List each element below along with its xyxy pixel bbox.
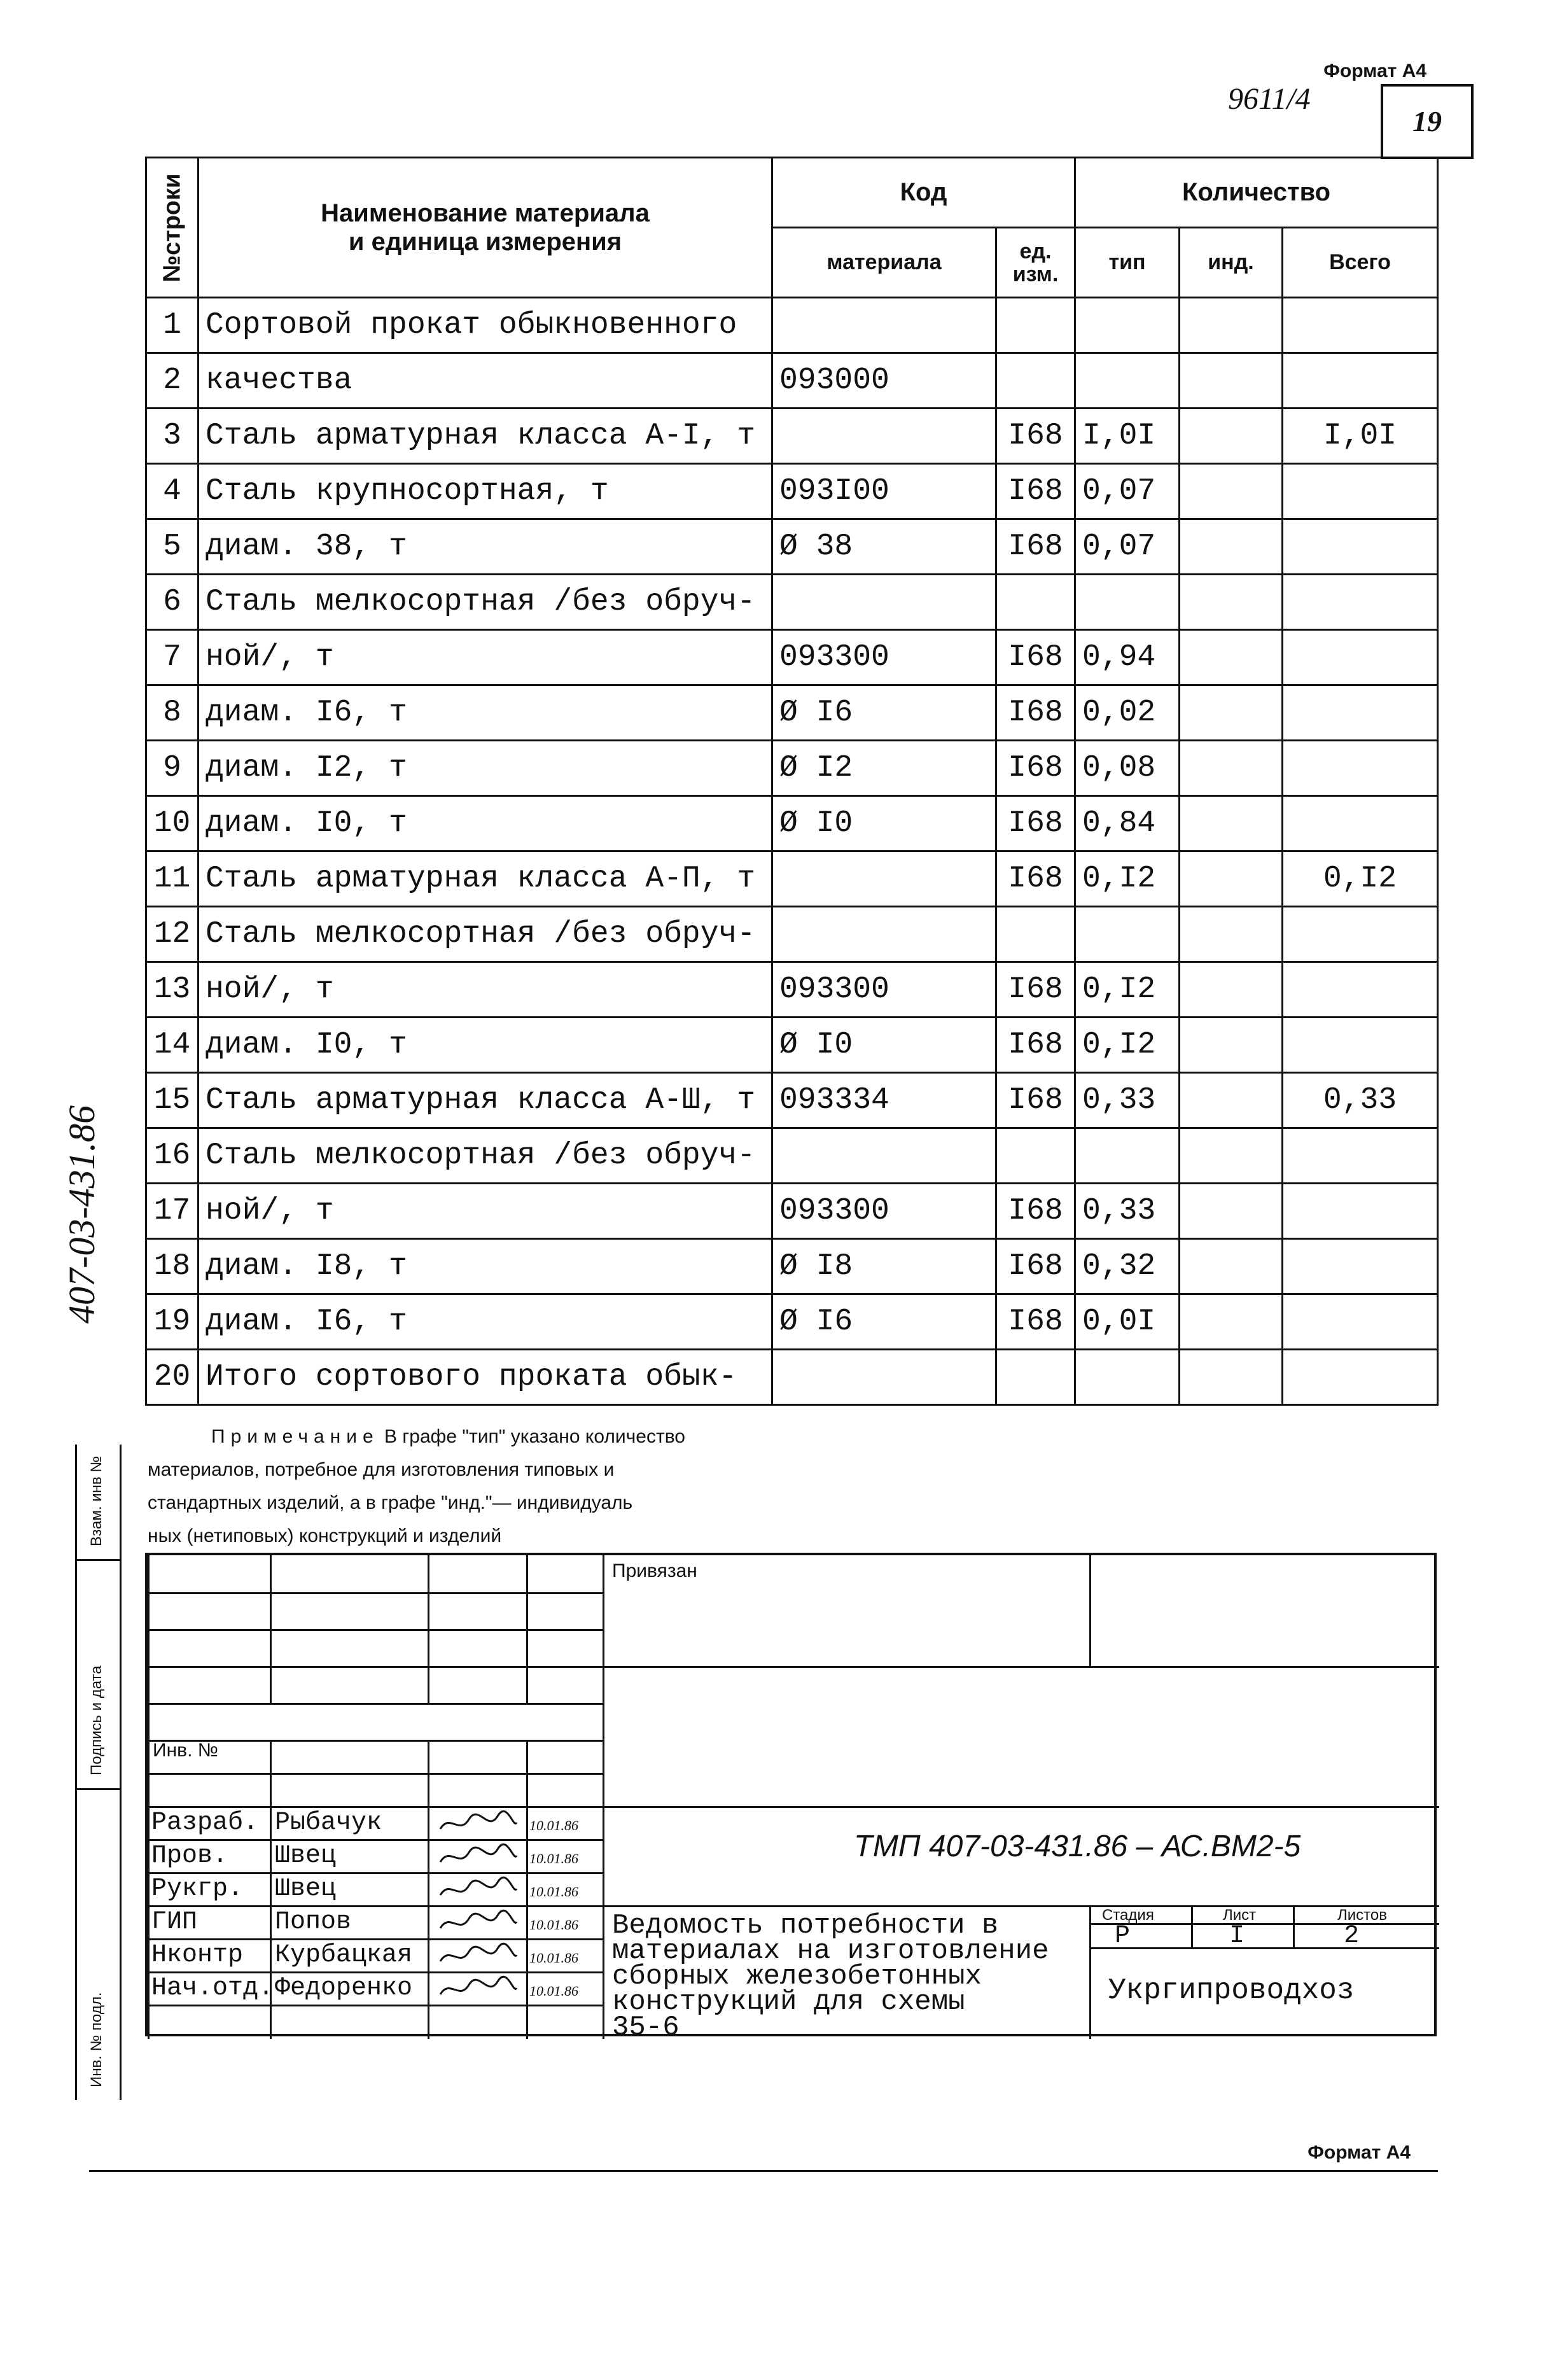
row-number-cell: 1	[146, 298, 199, 353]
qty-type-cell	[1075, 1350, 1180, 1405]
organization-name: Укргипроводхоз	[1108, 1974, 1355, 2007]
row-number-cell: 2	[146, 353, 199, 409]
staff-signature	[437, 1975, 520, 2009]
qty-type-cell: 0,I2	[1075, 851, 1180, 907]
staff-date: 10.01.86	[529, 1950, 578, 1966]
material-name-cell: Сталь мелкосортная /без обруч-	[199, 907, 772, 962]
qty-ind-cell	[1180, 519, 1283, 575]
material-name-cell: Сталь крупносортная, т	[199, 464, 772, 519]
qty-ind-cell	[1180, 685, 1283, 741]
unit-code-cell: I68	[996, 685, 1075, 741]
row-number-cell: 6	[146, 575, 199, 630]
qty-total-cell: I,0I	[1283, 409, 1438, 464]
signature-scribble	[437, 1876, 520, 1904]
material-code-cell: Ø I0	[772, 796, 996, 851]
unit-code-cell: I68	[996, 796, 1075, 851]
format-label-bottom: Формат А4	[1307, 2142, 1411, 2163]
row-number-cell: 11	[146, 851, 199, 907]
unit-code-cell: I68	[996, 1184, 1075, 1239]
header-name-line1: Наименование материала	[321, 199, 650, 227]
staff-role: Пров.	[151, 1842, 228, 1870]
material-code-cell: Ø I0	[772, 1018, 996, 1073]
signature-scribble	[437, 1909, 520, 1937]
staff-name: Курбацкая	[275, 1941, 413, 1970]
material-code-cell	[772, 1128, 996, 1184]
qty-total-cell	[1283, 796, 1438, 851]
unit-code-cell: I68	[996, 409, 1075, 464]
document-title	[612, 1910, 1049, 2043]
unit-code-cell: I68	[996, 1018, 1075, 1073]
staff-role: Нконтр	[151, 1941, 244, 1970]
table-row	[146, 907, 1438, 962]
header-code: Код	[772, 158, 1075, 228]
material-code-cell: 093000	[772, 353, 996, 409]
title-line-4: конструкций для схемы	[612, 1986, 965, 2018]
row-number-cell: 8	[146, 685, 199, 741]
table-row	[146, 298, 1438, 353]
note-line-3: стандартных изделий, а в графе "инд."— индивидуаль	[148, 1492, 633, 1513]
title-line-5: 35-6	[612, 2012, 680, 2043]
signature-scribble	[437, 1843, 520, 1871]
row-number-cell: 18	[146, 1239, 199, 1294]
staff-name: Рыбачук	[275, 1809, 382, 1837]
unit-code-cell: I68	[996, 962, 1075, 1018]
qty-type-cell: I,0I	[1075, 409, 1180, 464]
material-name-cell: диам. 38, т	[199, 519, 772, 575]
title-block	[145, 1553, 1437, 2043]
side-label-signature-date: Подпись и дата	[88, 1665, 105, 1775]
header-row-number: №строки	[146, 158, 199, 298]
material-code-cell	[772, 907, 996, 962]
staff-signature	[437, 1942, 520, 1976]
row-number-cell: 7	[146, 630, 199, 685]
material-name-cell: ной/, т	[199, 962, 772, 1018]
document-code: ТМП 407-03-431.86 – АС.ВМ2-5	[854, 1830, 1301, 1863]
qty-total-cell	[1283, 962, 1438, 1018]
qty-ind-cell	[1180, 1239, 1283, 1294]
material-code-cell: Ø I8	[772, 1239, 996, 1294]
qty-ind-cell	[1180, 962, 1283, 1018]
material-name-cell: Сталь арматурная класса А-П, т	[199, 851, 772, 907]
material-name-cell: Итого сортового проката обык-	[199, 1350, 772, 1405]
qty-type-cell	[1075, 907, 1180, 962]
row-number-cell: 12	[146, 907, 199, 962]
material-code-cell	[772, 298, 996, 353]
qty-type-cell: 0,33	[1075, 1184, 1180, 1239]
unit-code-cell: I68	[996, 741, 1075, 796]
staff-name: Попов	[275, 1908, 352, 1936]
row-number-cell: 16	[146, 1128, 199, 1184]
table-row	[146, 962, 1438, 1018]
table-row	[146, 1239, 1438, 1294]
row-number-cell: 13	[146, 962, 199, 1018]
row-number-cell: 10	[146, 796, 199, 851]
stage-value: Р	[1115, 1922, 1131, 1950]
inventory-handwritten-note: 9611/4	[1228, 82, 1311, 116]
staff-date: 10.01.86	[529, 1817, 578, 1833]
table-row	[146, 1128, 1438, 1184]
header-code-unit: ед. изм.	[996, 228, 1075, 298]
staff-signature	[437, 1843, 520, 1877]
qty-total-cell	[1283, 298, 1438, 353]
unit-code-cell	[996, 353, 1075, 409]
table-row	[146, 353, 1438, 409]
table-row	[146, 409, 1438, 464]
staff-role: Нач.отд.	[151, 1974, 274, 2003]
material-code-cell: 093334	[772, 1073, 996, 1128]
qty-total-cell	[1283, 1294, 1438, 1350]
qty-ind-cell	[1180, 464, 1283, 519]
material-name-cell: ной/, т	[199, 1184, 772, 1239]
title-line-3: сборных железобетонных	[612, 1961, 982, 1992]
row-number-cell: 15	[146, 1073, 199, 1128]
table-row	[146, 685, 1438, 741]
table-row	[146, 630, 1438, 685]
qty-total-cell	[1283, 685, 1438, 741]
staff-name: Швец	[275, 1875, 337, 1903]
material-name-cell: Сортовой прокат обыкновенного	[199, 298, 772, 353]
side-stamp-strip	[69, 1445, 145, 2380]
table-row	[146, 1350, 1438, 1405]
unit-code-cell: I68	[996, 1073, 1075, 1128]
note-line-4: ных (нетиповых) конструкций и изделий	[148, 1525, 502, 1546]
qty-total-cell	[1283, 1350, 1438, 1405]
qty-ind-cell	[1180, 1184, 1283, 1239]
signature-scribble	[437, 1975, 520, 2003]
qty-ind-cell	[1180, 796, 1283, 851]
header-qty-total: Всего	[1283, 228, 1438, 298]
material-code-cell: 093I00	[772, 464, 996, 519]
table-row	[146, 741, 1438, 796]
title-line-1: Ведомость потребности в	[612, 1910, 999, 1942]
table-row	[146, 464, 1438, 519]
table-row	[146, 519, 1438, 575]
qty-total-cell	[1283, 1184, 1438, 1239]
staff-name: Федоренко	[275, 1974, 413, 2003]
signature-scribble	[437, 1942, 520, 1970]
title-line-2: материалах на изготовление	[612, 1935, 1049, 1967]
qty-total-cell	[1283, 1018, 1438, 1073]
materials-table	[145, 157, 1439, 1406]
stage-header: Стадия	[1102, 1907, 1154, 1924]
staff-date: 10.01.86	[529, 1851, 578, 1866]
header-quantity: Количество	[1075, 158, 1438, 228]
binding-label: Привязан	[612, 1560, 697, 1581]
header-material-name	[199, 158, 772, 298]
side-label-inv-original: Инв. № подл.	[88, 1992, 105, 2087]
qty-type-cell: 0,0I	[1075, 1294, 1180, 1350]
qty-ind-cell	[1180, 907, 1283, 962]
staff-signature	[437, 1876, 520, 1910]
material-name-cell: диам. I0, т	[199, 1018, 772, 1073]
material-code-cell: Ø I6	[772, 685, 996, 741]
sheet-header: Лист	[1223, 1907, 1257, 1924]
material-code-cell	[772, 851, 996, 907]
table-row	[146, 1184, 1438, 1239]
material-name-cell: Сталь мелкосортная /без обруч-	[199, 575, 772, 630]
qty-type-cell: 0,94	[1075, 630, 1180, 685]
qty-ind-cell	[1180, 851, 1283, 907]
unit-code-cell: I68	[996, 1294, 1075, 1350]
side-label-replaced-inv: Взам. инв №	[88, 1455, 105, 1546]
sheets-value: 2	[1344, 1922, 1360, 1950]
qty-ind-cell	[1180, 409, 1283, 464]
unit-code-cell	[996, 1128, 1075, 1184]
unit-code-cell: I68	[996, 464, 1075, 519]
material-code-cell: 093300	[772, 1184, 996, 1239]
qty-type-cell: 0,32	[1075, 1239, 1180, 1294]
staff-signature	[437, 1909, 520, 1943]
qty-total-cell	[1283, 1239, 1438, 1294]
material-code-cell: 093300	[772, 630, 996, 685]
note-line-1: В графе "тип" указано количество	[384, 1426, 685, 1447]
material-name-cell: диам. I0, т	[199, 796, 772, 851]
unit-code-cell: I68	[996, 851, 1075, 907]
qty-type-cell: 0,02	[1075, 685, 1180, 741]
qty-type-cell: 0,I2	[1075, 962, 1180, 1018]
unit-code-cell: I68	[996, 630, 1075, 685]
staff-role: Рукгр.	[151, 1875, 244, 1903]
row-number-cell: 3	[146, 409, 199, 464]
format-label-top: Формат А4	[1323, 60, 1426, 81]
material-name-cell: диам. I6, т	[199, 685, 772, 741]
table-row	[146, 575, 1438, 630]
note-lead: Примечание	[211, 1426, 379, 1447]
signature-scribble	[437, 1810, 520, 1838]
qty-type-cell: 0,08	[1075, 741, 1180, 796]
qty-total-cell	[1283, 741, 1438, 796]
row-number-cell: 9	[146, 741, 199, 796]
unit-code-cell: I68	[996, 519, 1075, 575]
row-number-cell: 20	[146, 1350, 199, 1405]
material-name-cell: качества	[199, 353, 772, 409]
material-name-cell: диам. I6, т	[199, 1294, 772, 1350]
row-number-cell: 19	[146, 1294, 199, 1350]
note-block	[148, 1420, 943, 1553]
sheets-header: Листов	[1337, 1907, 1387, 1924]
qty-total-cell	[1283, 353, 1438, 409]
qty-type-cell	[1075, 575, 1180, 630]
material-code-cell: Ø 38	[772, 519, 996, 575]
qty-ind-cell	[1180, 1073, 1283, 1128]
table-row	[146, 1018, 1438, 1073]
row-number-cell: 5	[146, 519, 199, 575]
qty-total-cell	[1283, 519, 1438, 575]
unit-code-cell	[996, 907, 1075, 962]
header-name-line2: и единица измерения	[348, 227, 622, 256]
material-name-cell: диам. I2, т	[199, 741, 772, 796]
header-qty-type: тип	[1075, 228, 1180, 298]
qty-ind-cell	[1180, 1350, 1283, 1405]
qty-type-cell: 0,33	[1075, 1073, 1180, 1128]
inv-no-label: Инв. №	[153, 1740, 218, 1761]
header-qty-ind: инд.	[1180, 228, 1283, 298]
material-code-cell: Ø I2	[772, 741, 996, 796]
sheet-number-box	[1381, 84, 1474, 159]
qty-ind-cell	[1180, 741, 1283, 796]
material-name-cell: Сталь арматурная класса А-I, т	[199, 409, 772, 464]
material-code-cell	[772, 1350, 996, 1405]
qty-ind-cell	[1180, 1294, 1283, 1350]
qty-type-cell	[1075, 353, 1180, 409]
sheet-number: 19	[1412, 105, 1442, 137]
table-row	[146, 851, 1438, 907]
qty-total-cell	[1283, 575, 1438, 630]
unit-code-cell	[996, 298, 1075, 353]
qty-type-cell	[1075, 1128, 1180, 1184]
row-number-cell: 17	[146, 1184, 199, 1239]
qty-ind-cell	[1180, 1128, 1283, 1184]
staff-role: Разраб.	[151, 1809, 259, 1837]
material-name-cell: диам. I8, т	[199, 1239, 772, 1294]
unit-code-cell	[996, 1350, 1075, 1405]
material-name-cell: Сталь мелкосортная /без обруч-	[199, 1128, 772, 1184]
material-name-cell: Сталь арматурная класса А-Ш, т	[199, 1073, 772, 1128]
qty-ind-cell	[1180, 575, 1283, 630]
material-code-cell	[772, 575, 996, 630]
qty-type-cell: 0,I2	[1075, 1018, 1180, 1073]
row-number-cell: 4	[146, 464, 199, 519]
qty-type-cell: 0,07	[1075, 519, 1180, 575]
table-row	[146, 1294, 1438, 1350]
qty-ind-cell	[1180, 353, 1283, 409]
unit-code-cell	[996, 575, 1075, 630]
header-code-material: материала	[772, 228, 996, 298]
sheet-value: I	[1229, 1922, 1245, 1950]
material-code-cell: Ø I6	[772, 1294, 996, 1350]
qty-total-cell	[1283, 630, 1438, 685]
material-code-cell	[772, 409, 996, 464]
unit-code-cell: I68	[996, 1239, 1075, 1294]
qty-total-cell	[1283, 1128, 1438, 1184]
qty-ind-cell	[1180, 1018, 1283, 1073]
qty-type-cell	[1075, 298, 1180, 353]
row-number-cell: 14	[146, 1018, 199, 1073]
qty-total-cell: 0,I2	[1283, 851, 1438, 907]
table-row	[146, 796, 1438, 851]
qty-total-cell	[1283, 907, 1438, 962]
staff-signature	[437, 1810, 520, 1844]
material-name-cell: ной/, т	[199, 630, 772, 685]
material-code-cell: 093300	[772, 962, 996, 1018]
staff-role: ГИП	[151, 1908, 198, 1936]
staff-date: 10.01.86	[529, 1983, 578, 1999]
qty-total-cell: 0,33	[1283, 1073, 1438, 1128]
staff-date: 10.01.86	[529, 1917, 578, 1933]
table-row	[146, 1073, 1438, 1128]
qty-type-cell: 0,84	[1075, 796, 1180, 851]
qty-ind-cell	[1180, 298, 1283, 353]
qty-total-cell	[1283, 464, 1438, 519]
note-line-2: материалов, потребное для изготовления типовых и	[148, 1459, 615, 1480]
staff-date: 10.01.86	[529, 1884, 578, 1900]
staff-name: Швец	[275, 1842, 337, 1870]
qty-type-cell: 0,07	[1075, 464, 1180, 519]
bottom-rule	[89, 2170, 1438, 2172]
side-document-code: 407-03-431.86	[61, 1105, 102, 1324]
qty-ind-cell	[1180, 630, 1283, 685]
